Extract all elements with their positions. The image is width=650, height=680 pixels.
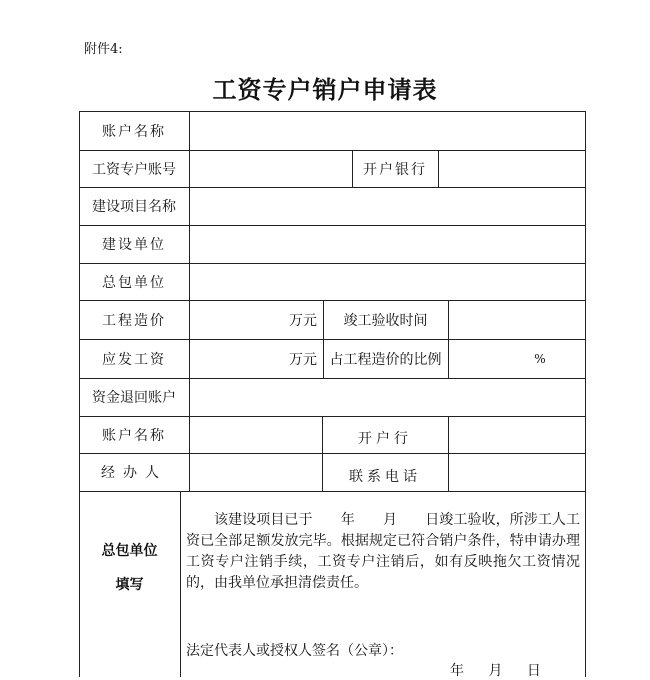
refund-account-field[interactable] <box>190 379 585 416</box>
label-handler: 经办人 <box>101 465 167 481</box>
label-ratio: 占工程造价的比例 <box>329 351 442 368</box>
ratio-field[interactable]: % <box>534 351 546 366</box>
label-contact-phone: 联系电话 <box>349 469 421 485</box>
general-contractor-field[interactable] <box>190 264 585 300</box>
label-account-name: 账户名称 <box>102 123 166 140</box>
wage-account-no-field[interactable] <box>190 151 352 187</box>
contact-phone-field[interactable] <box>449 454 585 491</box>
label-general-contractor: 总包单位 <box>102 274 166 291</box>
declaration-label-divider <box>180 491 181 677</box>
date-line: 年 月 日 <box>450 663 541 679</box>
construction-unit-field[interactable] <box>190 226 585 263</box>
label-project-name: 建设项目名称 <box>92 199 176 215</box>
opening-bank-field[interactable] <box>439 151 585 187</box>
account-name-field[interactable] <box>190 112 585 150</box>
declaration-label-line2: 填写 <box>115 577 144 593</box>
project-cost-field[interactable]: 万元 <box>289 312 317 329</box>
label-wages-payable: 应发工资 <box>102 351 166 368</box>
table-border-right <box>585 111 586 677</box>
label-completion-time: 竣工验收时间 <box>343 312 428 329</box>
label-refund-account: 资金退回账户 <box>92 390 176 406</box>
label-account-name-2: 账户名称 <box>102 427 166 444</box>
page-title: 工资专户销户申请表 <box>212 75 438 104</box>
label-opening-bank-2: 开户行 <box>358 431 412 447</box>
label-construction-unit: 建设单位 <box>102 237 166 253</box>
signature-label: 法定代表人或授权人签名（公章）： <box>186 643 403 659</box>
refund-account-name-field[interactable] <box>190 417 322 453</box>
project-name-field[interactable] <box>190 188 585 225</box>
wages-payable-field[interactable]: 万元 <box>289 351 317 368</box>
declaration-text: 该建设项目已于 年 月 日竣工验收，所涉工人工资已全部足额发放完毕。根据规定已符合销户条件，特申请办理工资专户注销手续，工资专户注销后，如有反映拖欠工资情况的，由我单位承担清偿责任。 <box>186 512 580 591</box>
label-opening-bank: 开户银行 <box>363 161 427 178</box>
label-wage-account-no: 工资专户账号 <box>92 161 176 178</box>
label-project-cost: 工程造价 <box>102 312 166 329</box>
attachment-label: 附件4: <box>84 42 123 57</box>
refund-opening-bank-field[interactable] <box>449 417 585 453</box>
completion-time-field[interactable] <box>449 301 585 339</box>
handler-field[interactable] <box>190 454 322 491</box>
declaration-label-line1: 总包单位 <box>101 543 158 559</box>
